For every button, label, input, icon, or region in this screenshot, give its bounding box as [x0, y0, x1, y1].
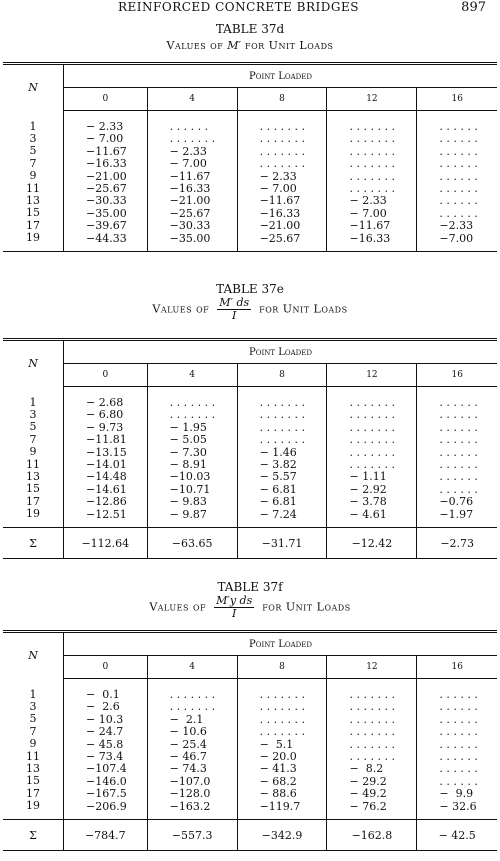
- page-number: 897: [461, 0, 486, 15]
- col-header: 12: [327, 656, 417, 679]
- sum-value: − 42.5: [417, 820, 497, 851]
- col-header: 4: [147, 656, 237, 679]
- col-header: 8: [237, 656, 327, 679]
- sum-label: Σ: [3, 820, 64, 851]
- table-e-caption: TABLE 37e: [216, 282, 284, 296]
- subtitle-prefix: Values of: [166, 39, 228, 52]
- data-column: . . . . . . . . . . . . . . − 1.95 − 5.05 − 7.30 − 8.91 −10.03 −10.71 − 9.83 − 9.87: [147, 387, 237, 528]
- col-header: 4: [147, 88, 237, 111]
- col-header: 8: [237, 88, 327, 111]
- n-column: 1 3 5 7 9 11 13 15 17 19: [3, 679, 64, 820]
- col-header: 12: [327, 88, 417, 111]
- subtitle-prefix: Values of: [152, 302, 214, 316]
- fraction: [217, 297, 251, 322]
- sum-label: Σ: [3, 528, 64, 559]
- col-header: 0: [64, 88, 148, 111]
- col-header: 4: [147, 364, 237, 387]
- col-header: 8: [237, 364, 327, 387]
- data-column: . . . . . . . . . . . . . . . . . . . . . . . . . . . . . . . . . . . . . . . . . . − 2.33 − 7.00 −11.67 −16.33: [327, 111, 417, 252]
- subtitle-suffix: for Unit Loads: [241, 39, 334, 52]
- subtitle-variable: M′: [227, 39, 242, 52]
- table-37f: [3, 630, 497, 851]
- col-header: 16: [417, 88, 497, 111]
- sum-value: −31.71: [237, 528, 327, 559]
- data-column: . . . . . . . . . . . . . . . . . . . . . . . . . . . . − 5.1 − 20.0 − 41.3 − 68.2 − 88.6 −119.7: [237, 679, 327, 820]
- col-header: 16: [417, 364, 497, 387]
- data-column: − 0.1 − 2.6 − 10.3 − 24.7 − 45.8 − 73.4 −107.4 −146.0 −167.5 −206.9: [64, 679, 148, 820]
- data-column: . . . . . . . . . . . . . . . . . . . . . . . . . . . . . . . . . . . . . . . . . . . . . . . . −0.76 −1.97: [439, 396, 478, 521]
- data-column: . . . . . . . . . . . . . . . . . . . . . . . . . . . . . . . . . . . . . . . . . . − 8.2 − 29.2 − 49.2 − 76.2: [327, 679, 417, 820]
- data-column: − 2.68 − 6.80 − 9.73 −11.81 −13.15 −14.01 −14.48 −14.61 −12.86 −12.51: [64, 387, 148, 528]
- table-d-subtitle: [0, 39, 500, 52]
- n-header: N: [3, 340, 64, 387]
- data-column: . . . . . . . . . . . . . . . . . . . . . . . . . . . . . . . . . . . . . . . . . . . . . . . . − 9.9 − 32.6: [439, 688, 478, 813]
- table-e-subtitle: [0, 297, 500, 322]
- fraction-denominator: I: [231, 309, 237, 322]
- sum-value: −2.73: [417, 528, 497, 559]
- sum-value: −557.3: [147, 820, 237, 851]
- table-f-subtitle: [0, 595, 500, 620]
- col-header: 0: [64, 656, 148, 679]
- col-header: 0: [64, 364, 148, 387]
- table-d-caption: TABLE 37d: [215, 22, 285, 36]
- n-column: 1 3 5 7 9 11 13 15 17 19: [3, 111, 64, 252]
- data-column: . . . . . . . . . . . . . − 2.33 − 7.00 −11.67 −16.33 −21.00 −25.67 −30.33 −35.00: [147, 111, 237, 252]
- col-header: 16: [417, 656, 497, 679]
- data-column: . . . . . . . . . . . . . . . . . . . . . . . . . . . . − 2.33 − 7.00 −11.67 −16.33 −21.00 −25.67: [237, 111, 327, 252]
- sum-value: −112.64: [64, 528, 148, 559]
- data-column: . . . . . . . . . . . . . . . . . . . . . . . . . . . . . . . . . . . . . . . . . . − 1.11 − 2.92 − 3.78 − 4.61: [327, 387, 417, 528]
- sum-value: −63.65: [147, 528, 237, 559]
- sum-value: −12.42: [327, 528, 417, 559]
- group-header: Point Loaded: [64, 632, 498, 656]
- fraction-numerator: M′y ds: [216, 594, 253, 607]
- n-header: N: [3, 632, 64, 679]
- data-column: . . . . . . . . . . . . . . − 2.1 − 10.6 − 25.4 − 46.7 − 74.3 −107.0 −128.0 −163.2: [147, 679, 237, 820]
- group-header: Point Loaded: [64, 340, 498, 364]
- fraction-numerator: M′ ds: [219, 296, 250, 309]
- page-header: [0, 0, 500, 18]
- data-column: . . . . . . . . . . . . . . . . . . . . . . . . . . . . − 1.46 − 3.82 − 5.57 − 6.81 − 6.81 − 7.24: [237, 387, 327, 528]
- table-37e: [3, 338, 497, 559]
- table-37d: [3, 62, 497, 252]
- subtitle-prefix: Values of: [149, 600, 211, 614]
- sum-value: −342.9: [237, 820, 327, 851]
- table-f-caption: TABLE 37f: [217, 580, 283, 594]
- n-header: N: [3, 64, 64, 111]
- sum-value: −784.7: [64, 820, 148, 851]
- n-column: 1 3 5 7 9 11 13 15 17 19: [3, 387, 64, 528]
- subtitle-suffix: for Unit Loads: [258, 600, 351, 614]
- group-header: Point Loaded: [64, 64, 498, 88]
- running-title: REINFORCED CONCRETE BRIDGES: [118, 0, 359, 14]
- sum-value: −162.8: [327, 820, 417, 851]
- subtitle-suffix: for Unit Loads: [255, 302, 348, 316]
- col-header: 12: [327, 364, 417, 387]
- fraction-denominator: I: [231, 607, 237, 620]
- fraction: [214, 595, 254, 620]
- data-column: − 2.33 − 7.00 −11.67 −16.33 −21.00 −25.67 −30.33 −35.00 −39.67 −44.33: [64, 111, 148, 252]
- data-column: . . . . . . . . . . . . . . . . . . . . . . . . . . . . . . . . . . . . . . . . . . . . . . . . −2.33 −7.00: [439, 120, 478, 245]
